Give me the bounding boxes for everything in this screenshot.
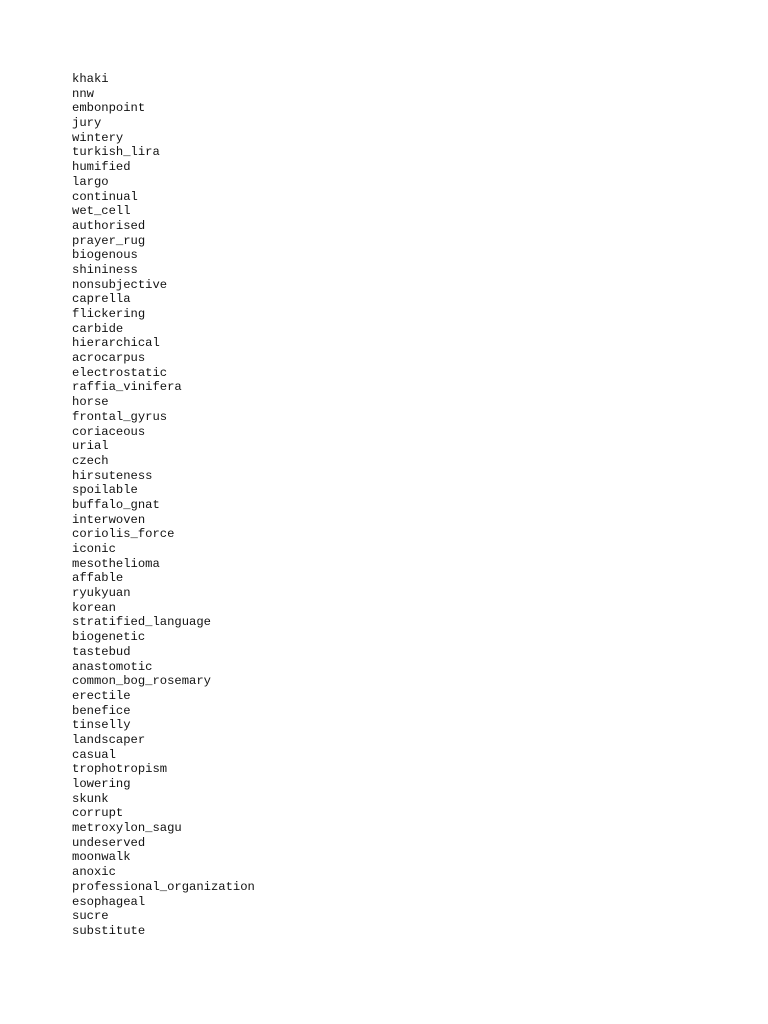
word-item: iconic xyxy=(72,542,116,556)
word-item: erectile xyxy=(72,688,131,703)
word-list xyxy=(72,72,255,939)
word-item: carbide xyxy=(72,321,124,336)
word-item: raffia_vinifera xyxy=(72,380,182,395)
word-item: mesothelioma xyxy=(72,556,160,571)
word-item: spoilable xyxy=(72,483,138,498)
word-item: continual xyxy=(72,189,138,204)
word-item: shininess xyxy=(72,262,138,277)
word-item: anastomotic xyxy=(72,659,153,674)
word-item: lowering xyxy=(72,777,131,791)
word-item: corrupt xyxy=(72,806,124,821)
word-item: nonsubjective xyxy=(72,277,168,292)
word-item: buffalo_gnat xyxy=(72,497,160,512)
word-item: landscaper xyxy=(72,732,146,747)
word-item: sucre xyxy=(72,909,109,924)
word-item: common_bog_rosemary xyxy=(72,674,211,689)
word-item: wet_cell xyxy=(72,204,131,219)
word-item: urial xyxy=(72,439,109,454)
word-item: coriolis_force xyxy=(72,527,175,542)
word-item: ryukyuan xyxy=(72,586,131,601)
word-item: skunk xyxy=(72,791,109,806)
word-item: benefice xyxy=(72,703,131,718)
word-item: authorised xyxy=(72,218,146,233)
word-item: anoxic xyxy=(72,865,116,880)
word-item: horse xyxy=(72,395,109,410)
word-item: trophotropism xyxy=(72,762,168,777)
word-item: tastebud xyxy=(72,644,131,659)
word-item: tinselly xyxy=(72,718,131,733)
word-item: korean xyxy=(72,600,116,615)
word-item: jury xyxy=(72,116,102,131)
word-item: wintery xyxy=(72,130,124,145)
word-item: biogenetic xyxy=(72,630,146,645)
word-item: turkish_lira xyxy=(72,145,160,160)
word-item: metroxylon_sagu xyxy=(72,821,182,836)
word-item: stratified_language xyxy=(72,615,211,630)
word-item: frontal_gyrus xyxy=(72,409,168,424)
word-item: substitute xyxy=(72,923,146,938)
word-item: khaki xyxy=(72,72,109,86)
word-item: czech xyxy=(72,453,109,468)
word-item: prayer_rug xyxy=(72,233,146,248)
word-item: largo xyxy=(72,174,109,189)
word-item: professional_organization xyxy=(72,879,255,894)
word-item: flickering xyxy=(72,307,146,321)
word-item: esophageal xyxy=(72,894,146,909)
word-item: interwoven xyxy=(72,512,146,527)
word-item: biogenous xyxy=(72,248,138,263)
word-item: coriaceous xyxy=(72,424,146,439)
word-item: electrostatic xyxy=(72,365,168,380)
word-item: humified xyxy=(72,160,131,175)
word-item: hirsuteness xyxy=(72,468,153,483)
word-item: casual xyxy=(72,747,116,762)
word-item: embonpoint xyxy=(72,101,146,116)
word-item: acrocarpus xyxy=(72,351,146,366)
word-item: moonwalk xyxy=(72,850,131,865)
word-item: affable xyxy=(72,571,124,586)
word-item: caprella xyxy=(72,292,131,307)
word-item: hierarchical xyxy=(72,336,160,351)
word-item: nnw xyxy=(72,86,94,101)
word-item: undeserved xyxy=(72,835,146,850)
